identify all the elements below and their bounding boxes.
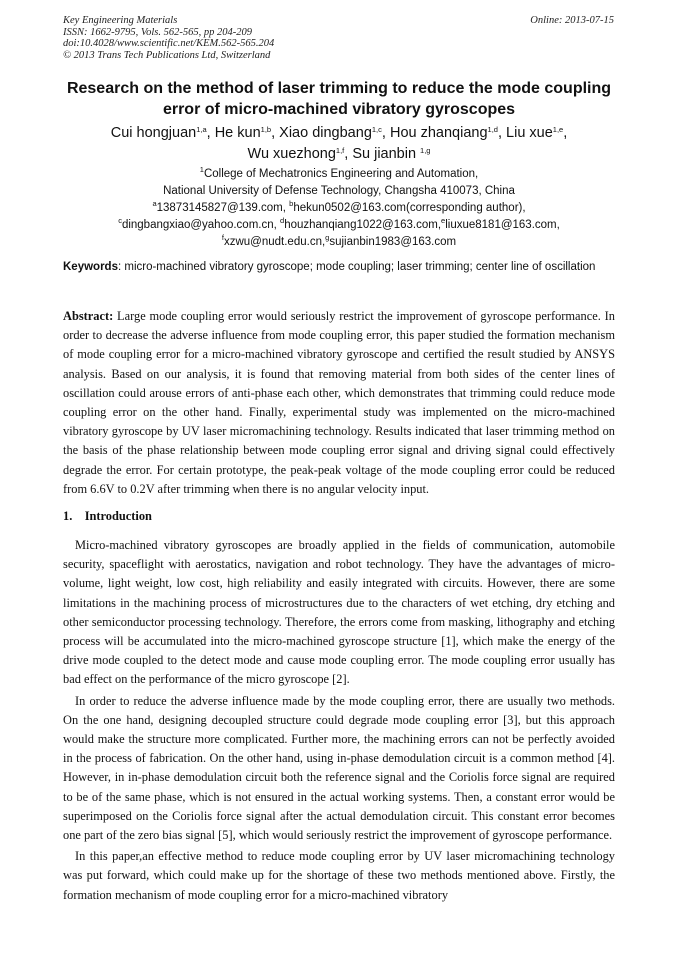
journal-header bbox=[63, 15, 274, 61]
abstract-label: Abstract: bbox=[63, 309, 114, 323]
paragraph: In this paper,an effective method to reduce mode coupling error by UV laser micromachining technology was put forward, which could make up for the shortage of these two methods mentioned above. Firstly, the formation mechanism of mode coupling error for a micro-machined vibratory bbox=[63, 849, 615, 902]
section-heading: 1. Introduction bbox=[63, 509, 152, 523]
email-line-3: $^f$xzwu@nudt.edu.cn,$^g$sujianbin1983@163.com bbox=[221, 233, 457, 248]
paragraph: In order to reduce the adverse influence made by the mode coupling error, there are usually two methods. On the one hand, designing decoupled structure could degrade mode coupling error [3], but this approach would make the structure more complicated. Further more, the machining errors can not be perfectly avoided in the process of fabrication. On the other hand, using in-phase demodulation circuit is a common method [4]. However, in in-phase demodulation circuit both the reference signal and the Coriolis force signal are required to be of the same phase, which is not ensured in the actual working systems. Then, a constant error would be superimposed on the Coriolis force signal after the actual demodulation circuit. This constant error becomes one part of the zero bias signal [5], which would seriously restrict the improvement of gyroscope performance. bbox=[63, 693, 615, 843]
journal-name: Key Engineering Materials bbox=[63, 15, 178, 26]
email-line-1: $^a$13873145827@139.com, $^b$hekun0502@163.com(corresponding author), bbox=[152, 199, 526, 214]
author: Liu xue$^{1,e}$, bbox=[506, 125, 568, 141]
author: He kun$^{1,b}$, bbox=[214, 125, 280, 141]
affiliation-block bbox=[63, 166, 615, 251]
keywords-text: : micro-machined vibratory gyroscope; mode coupling; laser trimming; center line of oscillation bbox=[117, 261, 596, 273]
author: Wu xuezhong$^{1,f}$, bbox=[247, 146, 353, 162]
online-date: Online: 2013-07-15 bbox=[530, 15, 614, 26]
author: Cui hongjuan$^{1,a}$, bbox=[110, 125, 215, 141]
paper-title: Research on the method of laser trimming to reduce the mode coupling error of micro-machined vibratory gyroscopes bbox=[66, 80, 612, 118]
issn-line: ISSN: 1662-9795, Vols. 562-565, pp 204-209 bbox=[63, 26, 252, 38]
author: Su jianbin $^{1,g}$ bbox=[352, 146, 431, 162]
doi-line: doi:10.4028/www.scientific.net/KEM.562-565.204 bbox=[63, 38, 275, 49]
abstract bbox=[63, 307, 615, 499]
introduction-body bbox=[63, 536, 615, 907]
affiliation-line-1: $^1$College of Mechatronics Engineering and Automation, bbox=[199, 165, 479, 180]
author: Hou zhanqiang$^{1,d}$, bbox=[389, 125, 507, 141]
author-list bbox=[63, 123, 615, 165]
affiliation-line-2: National University of Defense Technology, Changsha 410073, China bbox=[163, 185, 515, 197]
keywords bbox=[63, 259, 615, 276]
author: Xiao dingbang$^{1,c}$, bbox=[279, 125, 390, 141]
abstract-text: Large mode coupling error would seriously restrict the improvement of gyroscope performance. In order to decrease the adverse influence from mode coupling error, this paper studied the formation mechanism of mode coupling error for a micro-machined vibratory gyroscope and certified the result studied by ANSYS analysis. Based on our analysis, it is found that removing material from both sides of the center lines of oscillation could arouse errors of anti-phase each other, which demonstrates that trimming could reduce mode coupling error on the other hand. Finally, experimental study was implemented on the micro-machined vibratory gyroscope by UV laser micromachining technology. Results indicated that laser trimming method on the basis of the phase relationship between mode coupling error signal and driving signal could effectively degrade the error. For certain prototype, the peak-peak voltage of the mode coupling error could be reduced from 6.6V to 0.2V after trimming when there is no angular velocity input. bbox=[63, 309, 615, 496]
keywords-label: Keywords bbox=[63, 261, 118, 273]
copyright-line: © 2013 Trans Tech Publications Ltd, Switzerland bbox=[63, 49, 271, 61]
email-line-2: $^c$dingbangxiao@yahoo.com.cn, $^d$houzhanqiang1022@163.com,$^e$liuxue8181@163.com, bbox=[118, 216, 560, 231]
paragraph: Micro-machined vibratory gyroscopes are broadly applied in the fields of communication, automobile security, spaceflight with aerostatics, navigation and robot technology. They have the advantages of micro-volume, light weight, low cost, high reliability and easily integrated with circuits. However, there are some limitations in the machining process of microstructures due to the characters of wet etching, dry etching and other semiconductor processing technology. Therefore, the errors come from masking, lithography and etching process will be accumulated into the micro-machined gyroscope structure [1], which make the energy of the drive mode coupled to the detect mode and cause mode coupling error. The mode coupling error usually has bad effect on the performance of the micro gyroscope [2]. bbox=[63, 538, 615, 687]
